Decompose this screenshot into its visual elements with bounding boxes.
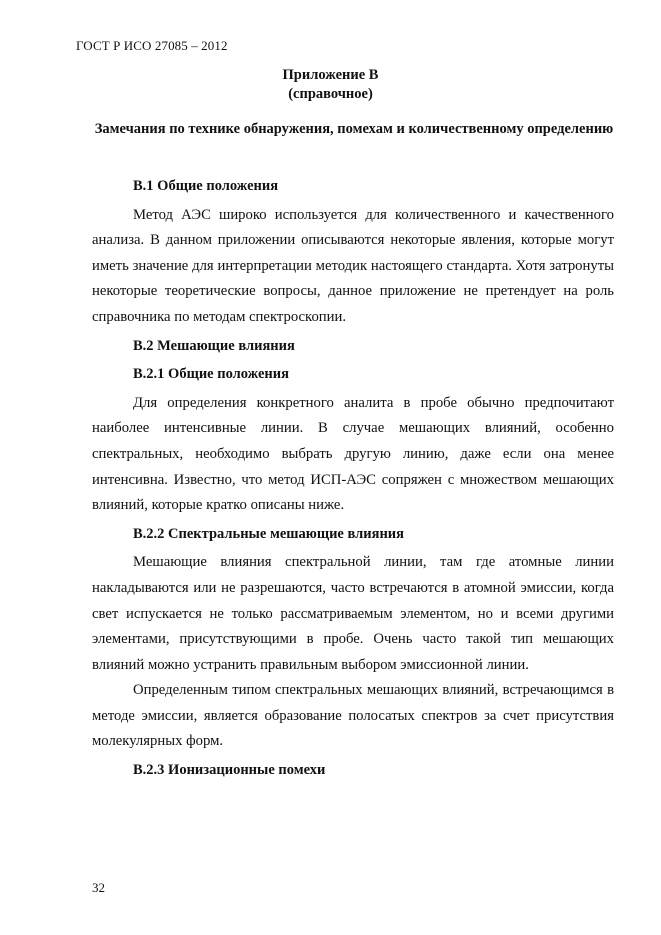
paragraph-b2-2-2: Определенным типом спектральных мешающих влияний, встречающимся в методе эмиссии, является образование полосатых спектров за счет присутствия молекулярных форм.: [92, 682, 614, 750]
appendix-title-qualifier: (справочное): [288, 86, 373, 102]
paragraph-b2-2-1: Мешающие влияния спектральной линии, там где атомные линии накладываются или не разрешаются, часто встречаются в атомной эмиссии, когда свет испускается не только рассматриваемым элементом, но и всеми другими элементами, присутствующими в пробе. Очень часто такой тип мешающих влияний можно устранить правильным выбором эмиссионной линии.: [92, 554, 614, 673]
document-header: ГОСТ Р ИСО 27085 – 2012: [76, 38, 228, 53]
section-heading-b2-2: В.2.2 Спектральные мешающие влияния: [133, 525, 405, 542]
appendix-title-line: Приложение В: [282, 67, 379, 83]
paragraph-b1: Метод АЭС широко используется для количественного и качественного анализа. В данном приложении описываются некоторые явления, которые могут иметь значение для интерпретации методик настоящего стандарта. Хотя затронуты некоторые теоретические вопросы, данное приложение не претендует на роль справочника по методам спектроскопии.: [92, 206, 614, 325]
document-body: [92, 174, 614, 787]
section-heading-b2-3: В.2.3 Ионизационные помехи: [133, 762, 326, 779]
section-heading-b1: В.1 Общие положения: [133, 178, 279, 194]
paragraph-b2-1: Для определения конкретного аналита в пробе обычно предпочитают наиболее интенсивные линии. В случае мешающих влияний, особенно спектральных, необходимо выбрать другую линию, даже если она менее интенсивна. Известно, что метод ИСП-АЭС сопряжен с множеством мешающих влияний, которые кратко описаны ниже.: [92, 394, 614, 514]
page-number: 32: [92, 880, 105, 895]
section-heading-b2-1: В.2.1 Общие положения: [133, 366, 289, 383]
appendix-title: [0, 66, 661, 104]
section-heading-b2: В.2 Мешающие влияния: [133, 337, 295, 354]
appendix-subtitle: Замечания по технике обнаружения, помехам и количественному определению: [94, 121, 614, 137]
